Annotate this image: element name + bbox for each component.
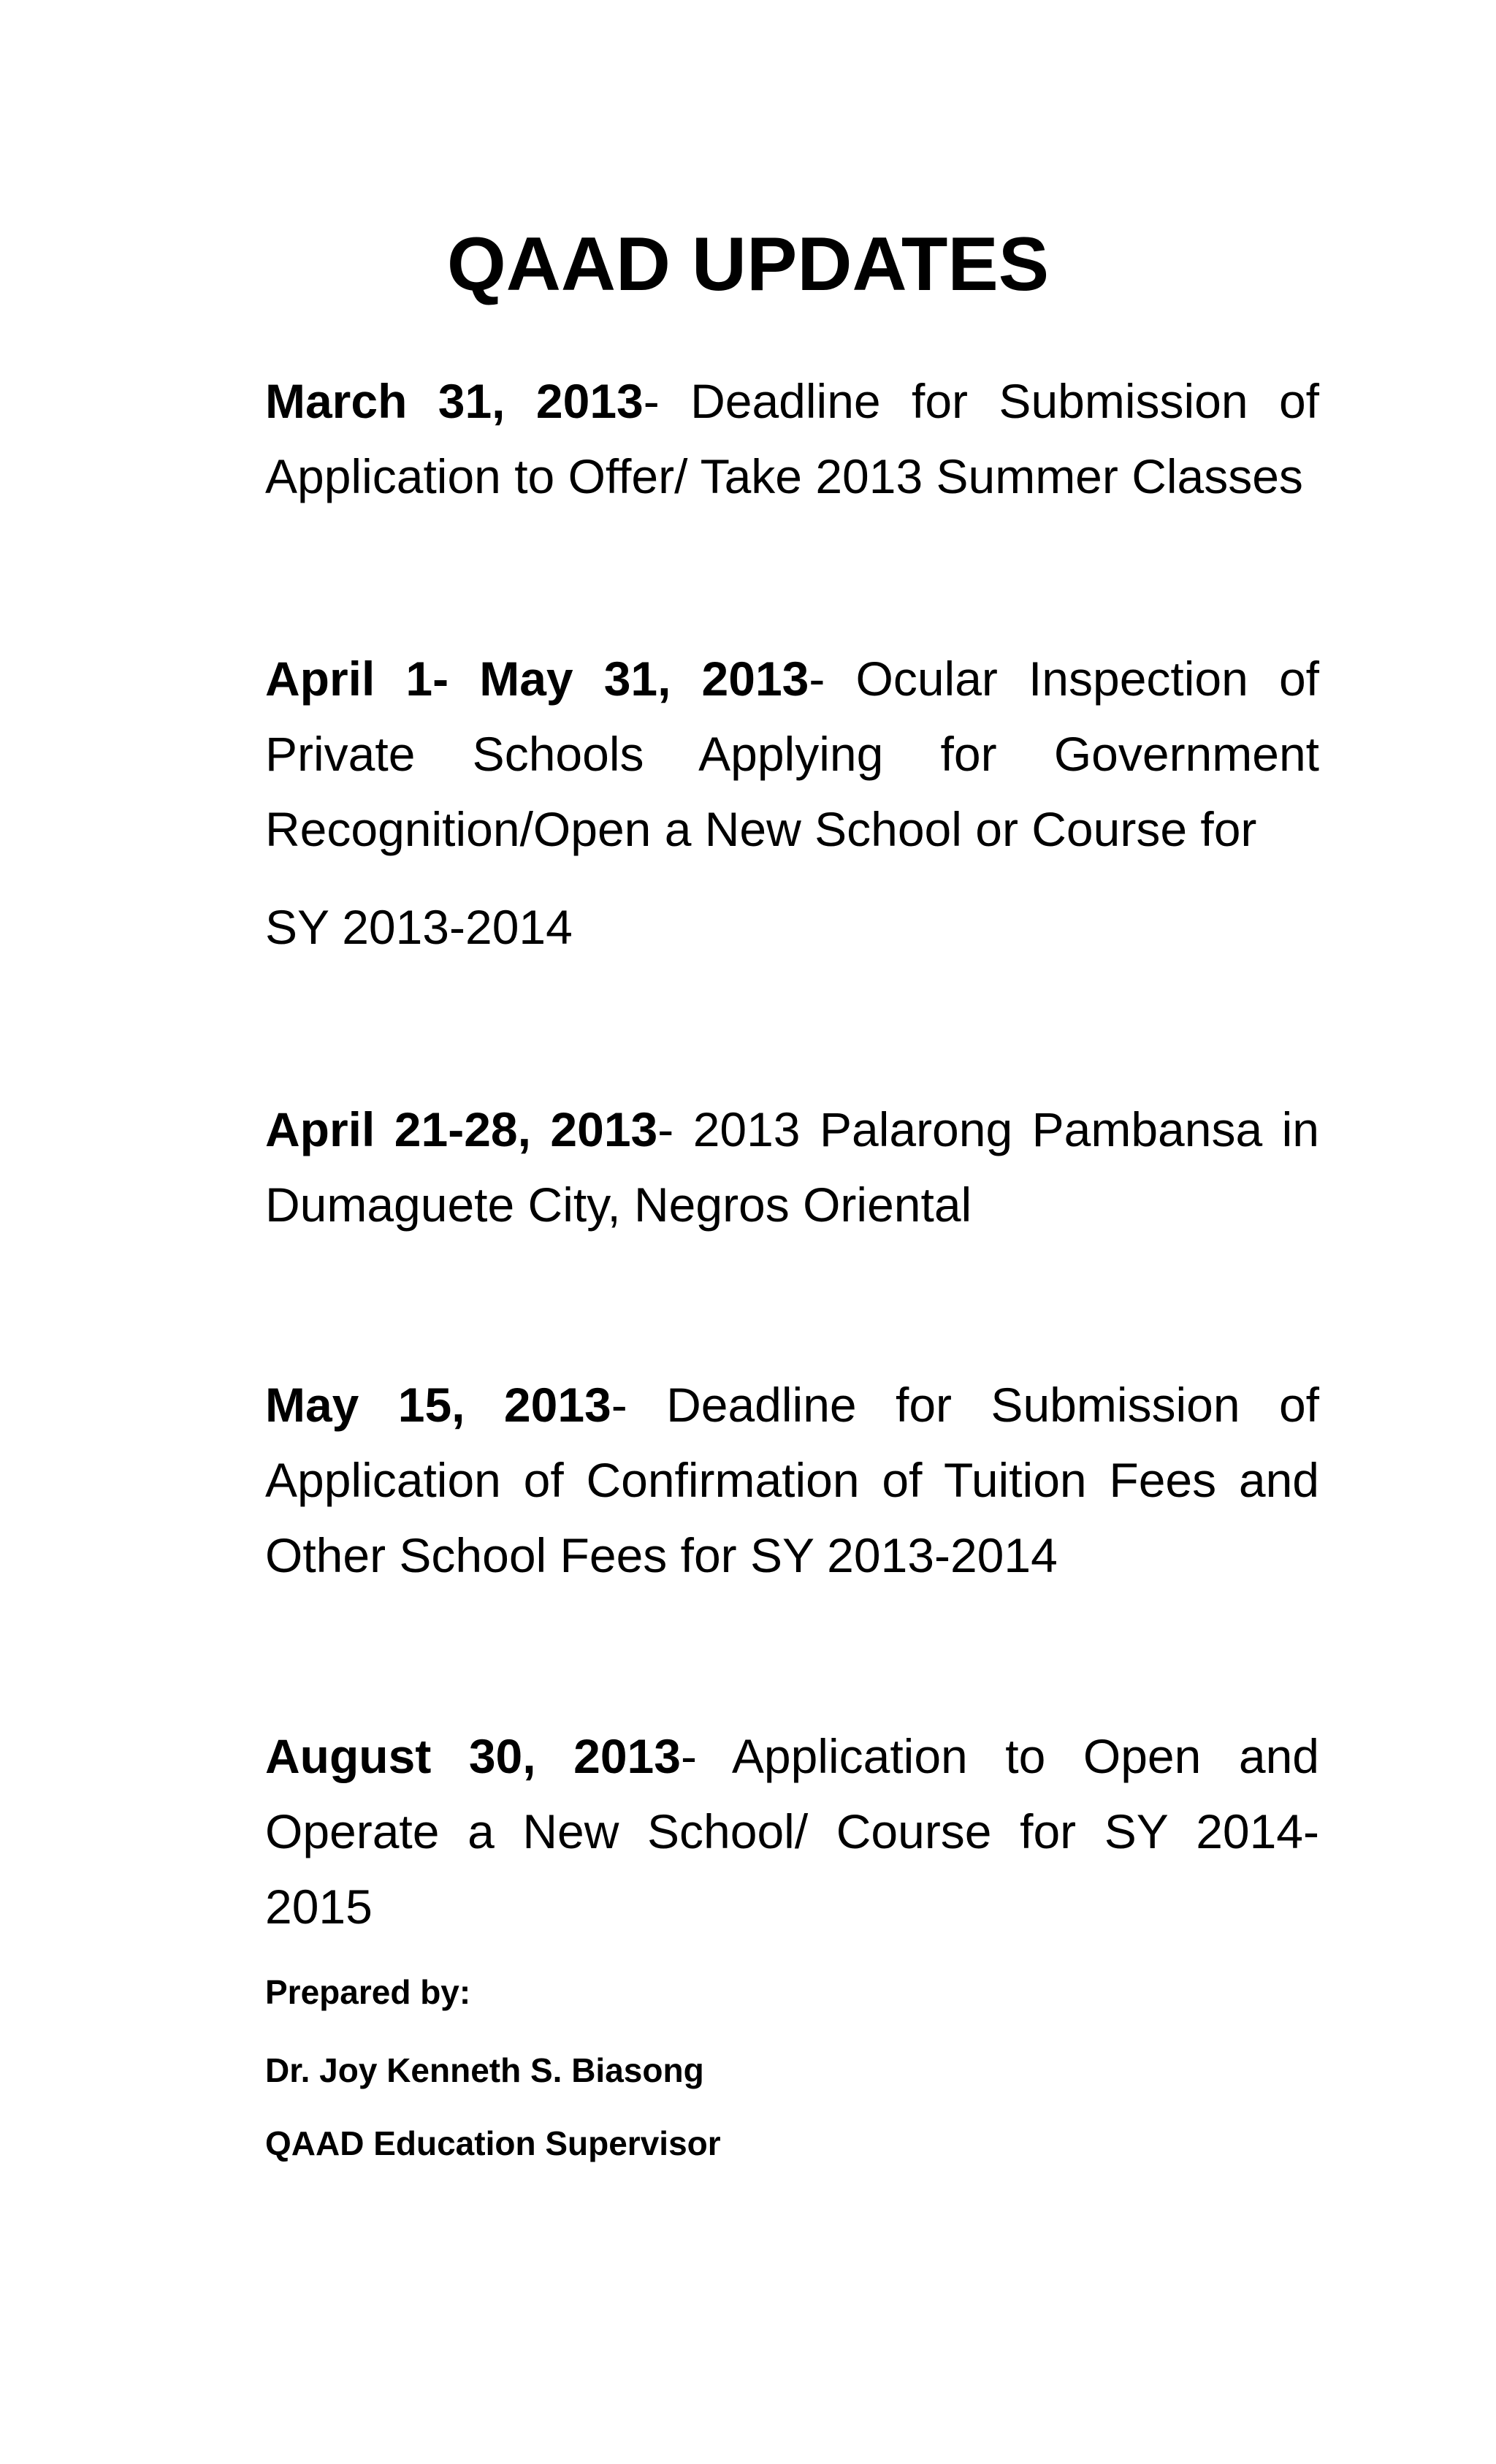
entry-4-description-start: Deadline for Submission of bbox=[666, 1378, 1319, 1432]
entry-2-separator: - bbox=[809, 652, 856, 706]
entry-2-description-start: Ocular Inspection of bbox=[855, 652, 1319, 706]
entry-1-description-start: Deadline for Submission of bbox=[690, 374, 1319, 428]
entry-4-separator: - bbox=[611, 1378, 667, 1432]
entry-3-line-2: Dumaguete City, Negros Oriental bbox=[265, 1178, 972, 1232]
prepared-by-label: Prepared by: bbox=[265, 1973, 471, 2011]
entry-3-separator: - bbox=[657, 1102, 693, 1156]
entry-4-date: May 15, 2013 bbox=[265, 1378, 611, 1432]
entry-5-date: August 30, 2013 bbox=[265, 1729, 681, 1783]
entry-4-line-1 bbox=[265, 1368, 1319, 1443]
entry-2-line-2: Private Schools Applying for Government bbox=[265, 727, 1319, 781]
entry-1-date: March 31, 2013 bbox=[265, 374, 644, 428]
entry-5-description-start: Application to Open and bbox=[731, 1729, 1319, 1783]
update-entry-2 bbox=[265, 641, 1319, 867]
update-entry-3 bbox=[265, 1092, 1319, 1243]
entry-3-line-1 bbox=[265, 1092, 1319, 1167]
entry-1-line-2: Application to Offer/ Take 2013 Summer Classes bbox=[265, 449, 1303, 503]
signatory-name: Dr. Joy Kenneth S. Biasong bbox=[265, 2051, 704, 2089]
entry-3-date: April 21-28, 2013 bbox=[265, 1102, 658, 1156]
entry-4-line-3: Other School Fees for SY 2013-2014 bbox=[265, 1528, 1058, 1582]
entry-4-line-2: Application of Confirmation of Tuition Fees and bbox=[265, 1453, 1319, 1507]
entry-2-line-1 bbox=[265, 641, 1319, 717]
entry-3-description-start: 2013 Palarong Pambansa in bbox=[692, 1102, 1319, 1156]
entry-5-line-3: 2015 bbox=[265, 1880, 373, 1934]
entry-2-line-3: Recognition/Open a New School or Course for bbox=[265, 802, 1257, 856]
entry-5-line-1 bbox=[265, 1719, 1319, 1794]
entry-5-separator: - bbox=[680, 1729, 732, 1783]
page-title: QAAD UPDATES bbox=[446, 222, 1050, 307]
update-entry-5 bbox=[265, 1719, 1319, 1945]
signatory-position: QAAD Education Supervisor bbox=[265, 2124, 721, 2162]
entry-1-separator: - bbox=[643, 374, 691, 428]
entry-1-line-1 bbox=[265, 364, 1319, 439]
update-entry-4 bbox=[265, 1368, 1319, 1593]
update-entry-1 bbox=[265, 364, 1319, 514]
entry-2-line-4: SY 2013-2014 bbox=[265, 900, 573, 954]
entry-5-line-2: Operate a New School/ Course for SY 2014- bbox=[265, 1804, 1319, 1858]
entry-2-date: April 1- May 31, 2013 bbox=[265, 652, 809, 706]
